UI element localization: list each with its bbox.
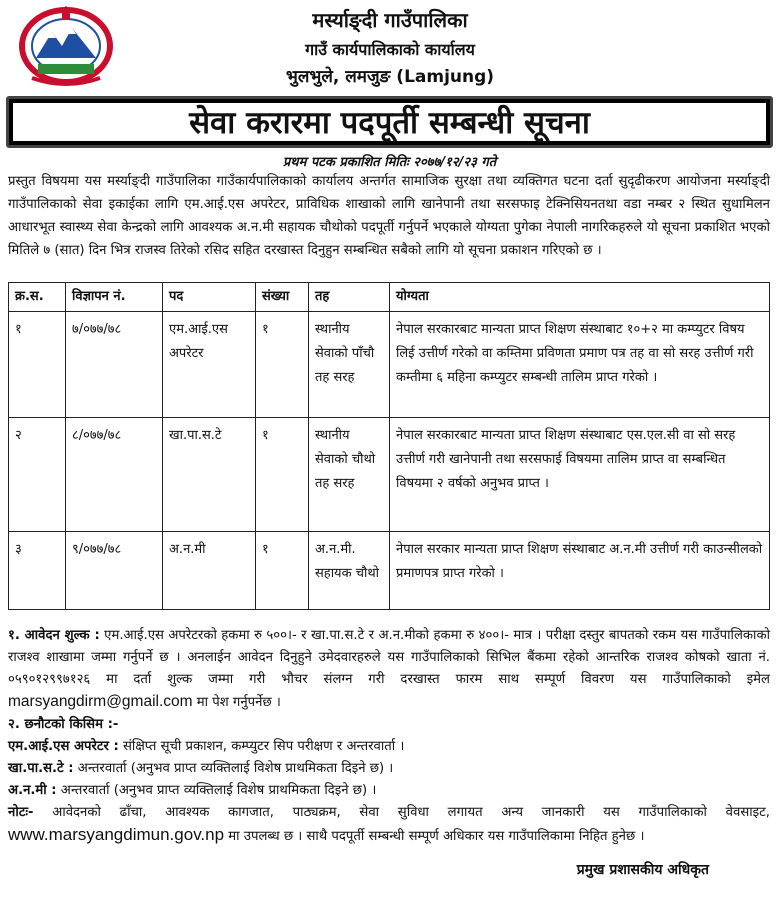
email-link[interactable]: marsyangdirm@gmail.com: [8, 693, 193, 710]
selection-khapa: [8, 758, 770, 780]
col-qualification: योग्यता: [390, 283, 770, 312]
khapa-label: खा.पा.स.टे :: [8, 761, 74, 776]
cell-level: स्थानीय सेवाको पाँचौ तह सरह: [309, 312, 390, 418]
selection-anm: [8, 780, 770, 802]
fee-paragraph: [8, 625, 770, 714]
cell-qualification: नेपाल सरकारबाट मान्यता प्राप्त शिक्षण संस्थाबाट एस.एल.सी वा सो सरह उत्तीर्ण गरी खानेपानी तथा सरसफाई विषयमा तालिम प्राप्त वा सम्बन्धित विषयमा २ वर्षको अनुभव प्राप्त ।: [390, 418, 770, 532]
anm-text: अन्तरवार्ता (अनुभव प्राप्त व्यक्तिलाई विशेष प्राथमिकता दिइने छ) ।: [56, 783, 377, 798]
fee-text: एम.आई.एस अपरेटरको हकमा रु ५००।- र खा.पा.स.टे र अ.न.मीको हकमा रु ४००।- मात्र । परीक्षा दस्तुर बापतको रकम यस गाउँपालिकाको राजश्व शाखामा जम्मा गर्नुपर्ने छ । अनलाईन आवेदन दिनुहुने उमेदवारहरुले यस गाउँपालिकाको सिभिल बैंकमा रहेको आन्तरिक राजश्व कोषको खाता नं. ०५९०१२९९७१२६ मा दर्ता शुल्क जम्मा गरी भौचर संलग्न गरी दरखास्त फारम साथ सम्पूर्ण विवरण यस गाउँपालिकाको इमेल: [8, 628, 770, 687]
cell-ad-number: ९/०७७/७८: [66, 532, 163, 610]
cell-count: १: [256, 532, 309, 610]
cell-ad-number: ८/०७७/७८: [66, 418, 163, 532]
office-address: भुलभुले, लमजुङ (Lamjung): [285, 67, 495, 87]
cell-level: अ.न.मी. सहायक चौथो: [309, 532, 390, 610]
khapa-text: अन्तरवार्ता (अनुभव प्राप्त व्यक्तिलाई विशेष प्राथमिकता दिइने छ) ।: [73, 761, 394, 776]
notice-title: सेवा करारमा पदपूर्ती सम्बन्धी सूचना: [13, 103, 766, 141]
cell-post: अ.न.मी: [163, 532, 256, 610]
cell-serial: १: [9, 312, 66, 418]
note-text: आवेदनको ढाँचा, आवश्यक कागजात, पाठ्यक्रम, सेवा सुविधा लगायत अन्य जानकारी यस गाउँपालिकाको वेवसाइट,: [33, 805, 770, 820]
selection-heading: २. छनौटको किसिम :-: [8, 717, 119, 732]
cell-count: १: [256, 312, 309, 418]
note-paragraph: [8, 802, 770, 848]
cell-post: एम.आई.एस अपरेटर: [163, 312, 256, 418]
footer-section: [8, 625, 770, 848]
fee-label: १. आवेदन शुल्क :: [8, 628, 100, 643]
col-post: पद: [163, 283, 256, 312]
website-link[interactable]: www.marsyangdimun.gov.np: [8, 825, 225, 844]
col-serial: क्र.स.: [9, 283, 66, 312]
table-row: [9, 312, 770, 418]
cell-post: खा.पा.स.टे: [163, 418, 256, 532]
mis-label: एम.आई.एस अपरेटर :: [8, 739, 119, 754]
cell-serial: २: [9, 418, 66, 532]
municipality-emblem-icon: [18, 6, 114, 90]
vacancy-table: [8, 282, 770, 610]
col-count: संख्या: [256, 283, 309, 312]
fee-tail: मा पेश गर्नुपर्नेछ ।: [192, 695, 281, 710]
col-ad-number: विज्ञापन नं.: [66, 283, 163, 312]
municipality-name: मर्स्याङ्दी गाउँपालिका: [312, 8, 468, 32]
cell-ad-number: ७/०७७/७८: [66, 312, 163, 418]
note-tail: मा उपलब्ध छ । साथै पदपूर्ती सम्बन्धी सम्पूर्ण अधिकार यस गाउँपालिकामा निहित हुनेछ ।: [224, 829, 645, 844]
note-label: नोटः-: [8, 805, 34, 820]
notice-title-banner: [6, 96, 773, 148]
cell-level: स्थानीय सेवाको चौथो तह सरह: [309, 418, 390, 532]
cell-qualification: नेपाल सरकारबाट मान्यता प्राप्त शिक्षण संस्थाबाट १०+२ मा कम्प्युटर विषय लिई उत्तीर्ण गरेको वा कम्तिमा प्रविणता प्रमाण पत्र तह वा सो सरह उत्तीर्ण गरी कम्तीमा ६ महिना कम्प्युटर सम्बन्धी तालिम प्राप्त गरेको ।: [390, 312, 770, 418]
selection-mis: [8, 736, 770, 758]
table-row: [9, 418, 770, 532]
signature-title: प्रमुख प्रशासकीय अधिकृत: [576, 862, 709, 878]
anm-label: अ.न.मी :: [8, 783, 57, 798]
col-level: तह: [309, 283, 390, 312]
publish-date-line: प्रथम पटक प्रकाशित मितिः २०७७/१२/२३ गते: [282, 155, 497, 170]
intro-paragraph: प्रस्तुत विषयमा यस मर्स्याङ्दी गाउँपालिका गाउँकार्यपालिकाको कार्यालय अन्तर्गत सामाजिक सुरक्षा तथा व्यक्तिगत घटना दर्ता सुदृढीकरण आयोजना मर्स्याङ्दी गाउँपालिकाको सेवा इकाईका लागि एम.आई.एस अपरेटर, प्राविधिक शाखाको लागि खानेपानी तथा सरसफाइ टेक्निसियनतथा वडा नम्बर २ स्थित सुधामिलन आधारभूत स्वास्थ्य सेवा केन्द्रको लागि आवश्यक अ.न.मी सहायक चौथोको पदपूर्ती गर्नुपर्ने भएकाले योग्यता पुगेका नेपाली नागरिकहरुले यो सूचना प्रकाशित भएको मितिले ७ (सात) दिन भित्र राजस्व तिरेको रसिद सहित दरखास्त दिनुहुन सम्बन्धित सबैको लागि यो सूचना प्रकाशन गरिएको छ ।: [8, 174, 770, 258]
cell-qualification: नेपाल सरकार मान्यता प्राप्त शिक्षण संस्थाबाट अ.न.मी उत्तीर्ण गरी काउन्सीलको प्रमाणपत्र प्राप्त गरेको ।: [390, 532, 770, 610]
mis-text: संक्षिप्त सूची प्रकाशन, कम्प्युटर सिप परीक्षण र अन्तरवार्ता ।: [118, 739, 405, 754]
cell-serial: ३: [9, 532, 66, 610]
cell-count: १: [256, 418, 309, 532]
table-row: [9, 532, 770, 610]
office-name: गाउँ कार्यपालिकाको कार्यालय: [305, 40, 475, 59]
table-header-row: [9, 283, 770, 312]
